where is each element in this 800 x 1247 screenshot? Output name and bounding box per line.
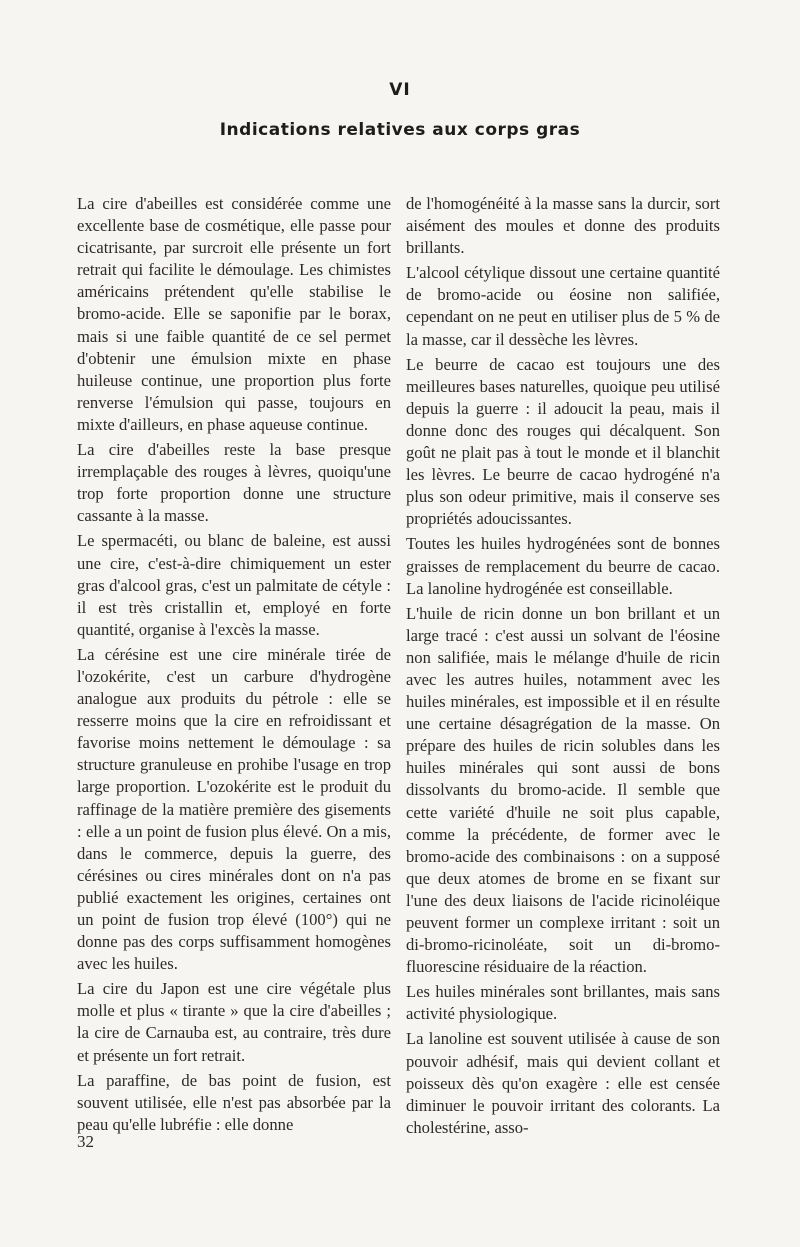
left-text-column xyxy=(77,193,391,1139)
paragraph-huile-ricin: L'huile de ricin donne un bon brillant et un large tracé : c'est aussi un solvant de l'éosine non salifiée, mais le mélange d'huile de ricin avec les autres huiles, notamment avec les huiles minérales, est impossible et il en résulte une certaine désagrégation de la masse. On prépare des huiles de ricin solubles dans les huiles minérales qui sont aussi de bons dissolvants du bromo-acide. Il semble que cette variété d'huile ne soit plus capable, comme la précédente, de former avec le bromo-acide des combinaisons : on a supposé que deux atomes de brome en se fixant sur l'une des deux liaisons de l'acide ricinoléique peuvent former un complexe irritant : soit un di-bromo-ricinoléate, soit un di-bromo-fluorescine résiduaire de la réaction. xyxy=(406,603,720,977)
paragraph-alcool-cetylique: L'alcool cétylique dissout une certaine quantité de bromo-acide ou éosine non salifiée, cependant on ne peut en utiliser plus de 5 % de la masse, car il dessèche les lèvres. xyxy=(406,263,720,349)
paragraph-cire-abeilles: La cire d'abeilles est considérée comme une excellente base de cosmétique, elle passe pour cicatrisante, par surcroit elle présente un fort retrait qui facilite le démoulage. Les chimistes américains prétendent qu'elle stabilise le bromo-acide. Elle se saponifie par le borax, mais si une faible quantité de ce sel permet d'obtenir une émulsion mixte en phase huileuse continue, une proportion plus forte renverse l'émulsion qui passe, toujours en mixte d'ailleurs, en phase aqueuse continue. xyxy=(77,194,391,434)
chapter-title: Indications relatives aux corps gras xyxy=(219,120,581,140)
paragraph-cire-japon: La cire du Japon est une cire végétale plus molle et plus « tirante » que la cire d'abeilles ; la cire de Carnauba est, au contraire, très dure et présente un fort retrait. xyxy=(77,979,391,1065)
paragraph-huiles-minerales: Les huiles minérales sont brillantes, mais sans activité physiologique. xyxy=(406,982,720,1024)
page-number: 32 xyxy=(77,1132,94,1151)
right-text-column xyxy=(406,193,720,1142)
paragraph-spermaceti: Le spermacéti, ou blanc de baleine, est aussi une cire, c'est-à-dire chimiquement un ester gras d'alcool gras, c'est un palmitate de cétyle : il est très cristallin et, employé en forte quantité, organise à l'excès la masse. xyxy=(77,531,391,639)
paragraph-paraffine: La paraffine, de bas point de fusion, est souvent utilisée, elle n'est pas absorbée par la peau qu'elle lubréfie : elle donne xyxy=(77,1070,391,1134)
paragraph-cire-rouges: La cire d'abeilles reste la base presque irremplaçable des rouges à lèvres, quoiqu'une trop forte proportion donne une structure cassante à la masse. xyxy=(77,440,391,526)
paragraph-beurre-cacao: Le beurre de cacao est toujours une des meilleures bases naturelles, quoique peu utilisé depuis la guerre : il adoucit la peau, mais il donne donc des rouges qui décalquent. Son goût ne plait pas à tout le monde et il blanchit les lèvres. Le beurre de cacao hydrogéné n'a plus son odeur primitive, mais il conserve ses propriétés adoucissantes. xyxy=(406,354,720,529)
paragraph-huiles-hydrogenees: Toutes les huiles hydrogénées sont de bonnes graisses de remplacement du beurre de cacao. La lanoline hydrogénée est conseillable. xyxy=(406,534,720,598)
paragraph-ceresine: La cérésine est une cire minérale tirée de l'ozokérite, c'est un carbure d'hydrogène analogue aux produits du pétrole : elle se resserre moins que la cire en refroidissant et favorise moins nettement le démoulage : sa structure granuleuse en prohibe l'usage en trop large proportion. L'ozokérite est le produit du raffinage de la matière première des gisements : elle a un point de fusion plus élevé. On a mis, dans le commerce, depuis la guerre, des cérésines ou cires minérales dont on n'a pas publié exactement les origines, certaines ont un point de fusion trop élevé (100°) qui ne donne pas des corps suffisamment homogènes avec les huiles. xyxy=(77,644,391,974)
paragraph-homogeneite: de l'homogénéité à la masse sans la durcir, sort aisément des moules et donne des produits brillants. xyxy=(406,194,720,258)
paragraph-lanoline: La lanoline est souvent utilisée à cause de son pouvoir adhésif, mais qui devient collant et poisseux dès qu'on exagère : elle est censée diminuer le pouvoir irritant des colorants. La cholestérine, asso- xyxy=(406,1029,720,1137)
chapter-number: VI xyxy=(389,80,411,100)
